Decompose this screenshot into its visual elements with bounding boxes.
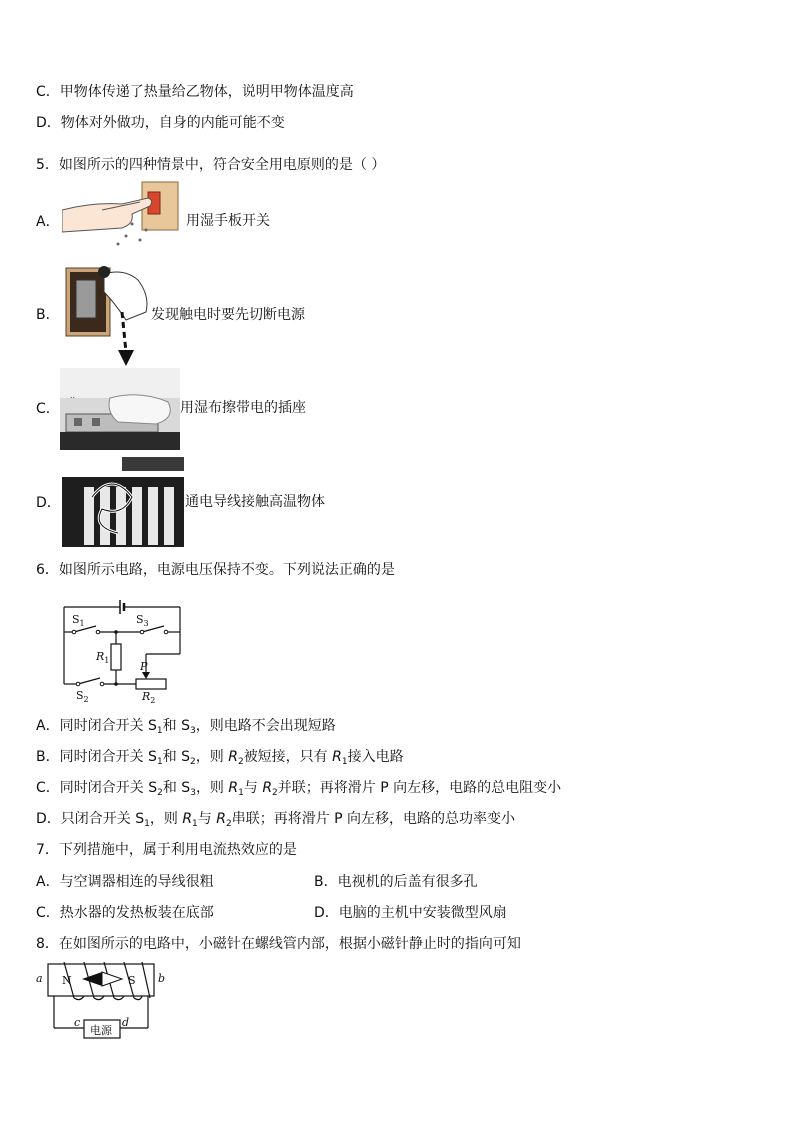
label-s3-sub: 3 bbox=[143, 619, 149, 628]
label-r2-sub: 2 bbox=[150, 696, 156, 704]
q5-stem: 5．如图所示的四种情景中，符合安全用电原则的是（ ） bbox=[36, 157, 386, 173]
q6-option-c: C．同时闭合开关 $S_2$和 $S_3$，则 $R_1$与 $R_2$并联；再将滑片 P 向左移，电路的总电阻变小 bbox=[36, 780, 562, 798]
label-r1-sub: 1 bbox=[104, 656, 110, 665]
label-d: d bbox=[122, 1016, 130, 1029]
label-c: c bbox=[74, 1016, 81, 1029]
q7-stem: 7．下列措施中，属于利用电流热效应的是 bbox=[36, 842, 297, 858]
svg-text:..: .. bbox=[70, 391, 76, 400]
q7-option-d: D．电脑的主机中安装微型风扇 bbox=[314, 905, 507, 921]
q7-option-b: B．电视机的后盖有很多孔 bbox=[314, 874, 478, 890]
q4-option-c: C．甲物体传递了热量给乙物体，说明甲物体温度高 bbox=[36, 84, 354, 100]
label-r1: R bbox=[96, 650, 105, 663]
q5-option-c-caption: 用湿布擦带电的插座 bbox=[180, 400, 306, 416]
label-s2-sub: 2 bbox=[83, 695, 89, 704]
q5-option-b-caption: 发现触电时要先切断电源 bbox=[151, 307, 305, 323]
q6-stem: 6．如图所示电路，电源电压保持不变。下列说法正确的是 bbox=[36, 562, 395, 578]
q5-option-a-letter: A． bbox=[36, 214, 60, 230]
q6-circuit-diagram bbox=[56, 592, 190, 704]
q5-option-d-caption: 通电导线接触高温物体 bbox=[185, 494, 325, 510]
label-r2: R bbox=[142, 690, 151, 703]
label-s1-sub: 1 bbox=[79, 619, 85, 628]
q7-option-a: A．与空调器相连的导线很粗 bbox=[36, 874, 214, 890]
q5-option-c-letter: C． bbox=[36, 401, 60, 417]
label-p: P bbox=[140, 660, 148, 673]
cut-power-switch-image bbox=[64, 262, 150, 372]
q6-option-d: D．只闭合开关 $S_1$，则 $R_1$与 $R_2$串联；再将滑片 P 向左移，电路的总功率变小 bbox=[36, 811, 516, 829]
q4-option-d: D．物体对外做功，自身的内能可能不变 bbox=[36, 115, 285, 131]
wire-heater-image bbox=[62, 457, 184, 547]
label-s2: S bbox=[76, 689, 84, 702]
q6-option-b: B．同时闭合开关 $S_1$和 $S_2$，则 $R_2$被短接，只有 $R_1$接入电路 bbox=[36, 749, 404, 767]
q5-option-d-letter: D． bbox=[36, 495, 61, 511]
q6-option-a: A．同时闭合开关 $S_1$和 $S_3$，则电路不会出现短路 bbox=[36, 718, 336, 736]
svg-text:S1 bbox=[72, 613, 85, 628]
label-n: N bbox=[62, 974, 72, 987]
q8-solenoid-diagram bbox=[34, 962, 170, 1046]
label-a: a bbox=[36, 972, 43, 985]
label-b: b bbox=[158, 972, 166, 985]
wet-cloth-socket-image bbox=[60, 368, 180, 450]
q5-option-b-letter: B． bbox=[36, 307, 60, 323]
wet-hand-switch-image bbox=[62, 180, 182, 254]
label-s1: S bbox=[72, 613, 80, 626]
label-s: S bbox=[128, 974, 136, 987]
svg-text:R2 bbox=[141, 690, 155, 704]
q7-option-c: C．热水器的发热板装在底部 bbox=[36, 905, 214, 921]
svg-text:S2 bbox=[76, 689, 89, 704]
q5-option-a-caption: 用湿手板开关 bbox=[186, 213, 270, 229]
q8-stem: 8．在如图所示的电路中，小磁针在螺线管内部，根据小磁针静止时的指向可知 bbox=[36, 936, 521, 952]
label-power-source: 电源 bbox=[90, 1024, 112, 1037]
svg-text:S3 bbox=[136, 613, 149, 628]
label-s3: S bbox=[136, 613, 144, 626]
svg-text:R1 bbox=[95, 650, 109, 665]
